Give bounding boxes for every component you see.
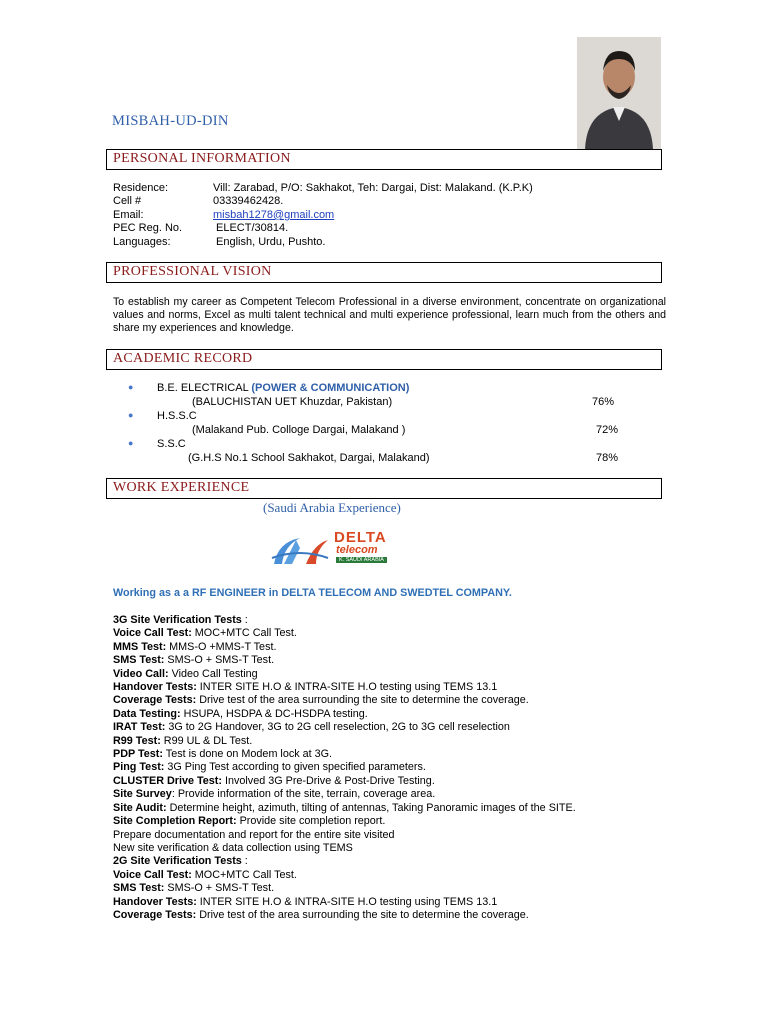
degree-title: H.S.S.C	[157, 410, 197, 422]
bullet-icon: ●	[128, 438, 134, 448]
test-description: :	[241, 614, 248, 626]
test-description: :	[241, 855, 248, 868]
bullet-icon: ●	[128, 410, 134, 420]
academic-percent: 72%	[596, 424, 619, 436]
test-name: Voice Call Test:	[113, 627, 192, 640]
test-description: Prepare documentation and report for the entire site visited	[113, 828, 395, 841]
test-description: : Provide information of the site, terrain, coverage area.	[171, 788, 436, 801]
test-name: Ping Test:	[113, 761, 165, 774]
test-description: 3G to 2G Handover, 3G to 2G cell reselection, 2G to 3G cell reselection	[165, 721, 510, 734]
test-item	[113, 668, 673, 681]
test-name: R99 Test:	[113, 734, 161, 747]
test-name: SMS Test:	[113, 654, 165, 667]
email-link[interactable]: misbah1278@gmail.com	[213, 209, 335, 221]
academic-percent: 78%	[596, 452, 619, 464]
test-name: SMS Test:	[113, 882, 165, 895]
test-item	[113, 896, 673, 909]
test-item	[113, 829, 673, 842]
test-name: Handover Tests:	[113, 681, 197, 694]
section-title: PROFESSIONAL VISION	[113, 264, 272, 279]
test-description: Drive test of the area surrounding the site to determine the coverage.	[196, 908, 529, 921]
test-item	[113, 614, 673, 627]
section-title: WORK EXPERIENCE	[113, 480, 250, 495]
test-description: MMS-O +MMS-T Test.	[166, 640, 277, 653]
test-list	[113, 614, 673, 922]
academic-degree	[157, 410, 197, 422]
vision-paragraph: To establish my career as Competent Telecom Professional in a diverse environment, concentrate on organizational values and norms, Excel as multi talent technical and multi experience professional, learn much from the others and share my experiences and knowledge.	[113, 296, 666, 334]
test-name: Site Survey	[113, 788, 172, 801]
bullet-icon: ●	[128, 382, 134, 392]
test-item	[113, 654, 673, 667]
test-item	[113, 748, 673, 761]
test-description: 3G Ping Test according to given specified parameters.	[164, 761, 426, 774]
test-item	[113, 708, 673, 721]
test-name: Voice Call Test:	[113, 868, 192, 881]
test-description: HSUPA, HSDPA & DC-HSDPA testing.	[180, 707, 368, 720]
test-name: 3G Site Verification Tests	[113, 614, 242, 626]
test-name: Site Audit:	[113, 801, 167, 814]
section-header-academic	[106, 349, 662, 370]
test-name: MMS Test:	[113, 640, 167, 653]
delta-telecom-logo	[270, 528, 410, 570]
section-header-vision	[106, 262, 662, 283]
test-description: Involved 3G Pre-Drive & Post-Drive Testing.	[222, 774, 435, 787]
test-item	[113, 721, 673, 734]
field-label: Residence:	[113, 182, 169, 194]
logo-tag: K. SAUDI ARABIA	[336, 557, 387, 563]
logo-sub: telecom	[336, 544, 378, 556]
test-item	[113, 735, 673, 748]
test-description: INTER SITE H.O & INTRA-SITE H.O testing using TEMS 13.1	[196, 895, 498, 908]
test-description: R99 UL & DL Test.	[160, 734, 253, 747]
test-name: Handover Tests:	[113, 895, 197, 908]
academic-institute: (Malakand Pub. Colloge Dargai, Malakand )	[192, 424, 406, 436]
field-value: Vill: Zarabad, P/O: Sakhakot, Teh: Dargai, Dist: Malakand. (K.P.K)	[213, 182, 533, 194]
field-value: ELECT/30814.	[216, 222, 289, 234]
test-name: Site Completion Report:	[113, 815, 237, 828]
degree-specialization: (POWER & COMMUNICATION)	[251, 382, 410, 394]
test-item	[113, 788, 673, 801]
test-description: Video Call Testing	[168, 667, 258, 680]
test-name: Data Testing:	[113, 707, 181, 720]
test-description: Determine height, azimuth, tilting of antennas, Taking Panoramic images of the SITE.	[166, 801, 576, 814]
test-item	[113, 761, 673, 774]
profile-photo	[577, 37, 661, 149]
test-item	[113, 909, 673, 922]
test-name: 2G Site Verification Tests	[113, 855, 242, 868]
field-label: Email:	[113, 209, 144, 221]
degree-title: B.E. ELECTRICAL	[157, 382, 252, 394]
test-item	[113, 641, 673, 654]
work-subheading: (Saudi Arabia Experience)	[263, 500, 401, 515]
test-item	[113, 869, 673, 882]
field-value: 03339462428.	[213, 195, 284, 207]
test-item	[113, 815, 673, 828]
academic-percent: 76%	[592, 396, 615, 408]
academic-institute: (BALUCHISTAN UET Khuzdar, Pakistan)	[192, 396, 393, 408]
test-name: IRAT Test:	[113, 721, 166, 734]
test-name: Coverage Tests:	[113, 694, 197, 707]
test-item	[113, 842, 673, 855]
section-title: PERSONAL INFORMATION	[113, 151, 291, 166]
test-description: Provide site completion report.	[236, 815, 386, 828]
test-name: CLUSTER Drive Test:	[113, 774, 222, 787]
test-name: Video Call:	[113, 667, 169, 680]
test-description: Test is done on Modem lock at 3G.	[163, 748, 333, 761]
test-item	[113, 802, 673, 815]
candidate-name: MISBAH-UD-DIN	[112, 113, 229, 129]
section-header-work	[106, 478, 662, 499]
field-label: Cell #	[113, 195, 142, 207]
person-portrait-icon	[577, 37, 661, 149]
academic-institute: (G.H.S No.1 School Sakhakot, Dargai, Malakand)	[188, 452, 430, 464]
test-item	[113, 681, 673, 694]
test-item	[113, 627, 673, 640]
test-name: PDP Test:	[113, 748, 163, 761]
test-item	[113, 855, 673, 868]
academic-degree	[157, 438, 186, 450]
field-label: Languages:	[113, 236, 171, 248]
test-item	[113, 775, 673, 788]
degree-title: S.S.C	[157, 438, 186, 450]
test-description: MOC+MTC Call Test.	[191, 868, 297, 881]
field-label: PEC Reg. No.	[113, 222, 183, 234]
test-description: Drive test of the area surrounding the site to determine the coverage.	[196, 694, 529, 707]
test-description: SMS-O + SMS-T Test.	[164, 882, 275, 895]
section-header-personal	[106, 149, 662, 170]
logo-word: DELTA	[334, 529, 387, 546]
academic-degree	[157, 382, 409, 394]
field-value: English, Urdu, Pushto.	[216, 236, 326, 248]
test-description: INTER SITE H.O & INTRA-SITE H.O testing using TEMS 13.1	[196, 681, 498, 694]
test-description: SMS-O + SMS-T Test.	[164, 654, 275, 667]
work-role: Working as a a RF ENGINEER in DELTA TELECOM AND SWEDTEL COMPANY.	[113, 587, 512, 599]
test-item	[113, 694, 673, 707]
test-item	[113, 882, 673, 895]
test-description: New site verification & data collection using TEMS	[113, 841, 353, 854]
test-name: Coverage Tests:	[113, 908, 197, 921]
test-description: MOC+MTC Call Test.	[191, 627, 297, 640]
section-title: ACADEMIC RECORD	[113, 351, 253, 366]
